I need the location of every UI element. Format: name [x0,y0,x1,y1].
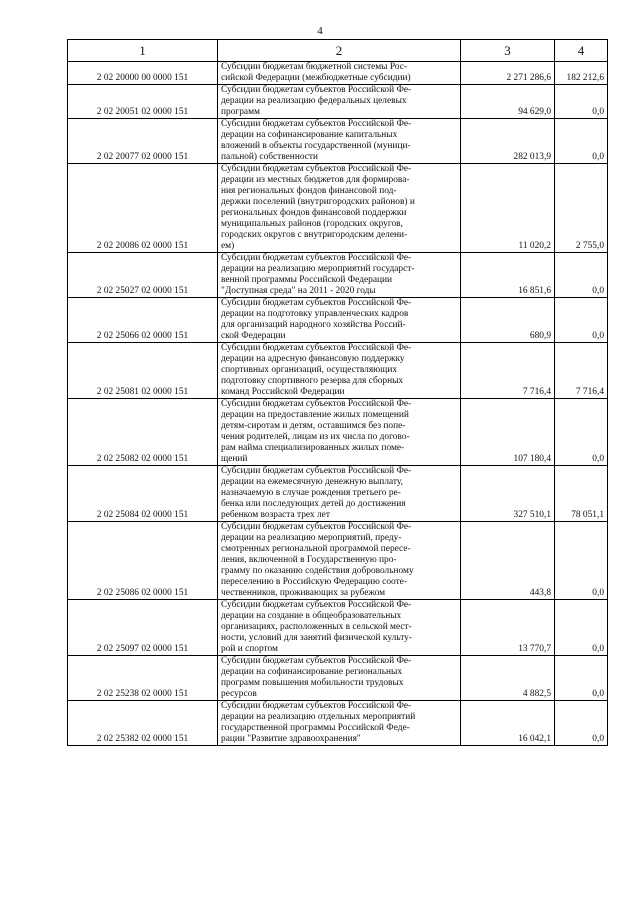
revenue-name-line: детям-сиротам и детям, оставшимся без попе- [221,421,406,431]
revenue-name-line: грамму по оказанию содействия добровольному [221,566,414,576]
revenue-name [218,522,461,600]
table-row [68,701,608,746]
budget-code: 2 02 25066 02 0000 151 [68,298,218,343]
revenue-name [218,85,461,119]
table-row [68,656,608,701]
revenue-name-line: "Доступная среда" на 2011 - 2020 годы [221,286,376,296]
amount-col-4: 182 212,6 [555,62,608,85]
revenue-name-line: держки поселений (внутригородских районов) и [221,197,415,207]
revenue-name-line: рой и спортом [221,644,278,654]
revenue-name-line: ем) [221,241,235,251]
amount-col-3: 13 770,7 [461,600,555,656]
amount-col-3: 2 271 286,6 [461,62,555,85]
table-row [68,399,608,466]
revenue-name-line: программ повышения мобильности трудовых [221,678,404,688]
revenue-name-line: дерации на софинансирование капитальных [221,130,398,140]
amount-col-3: 16 042,1 [461,701,555,746]
amount-col-4: 0,0 [555,119,608,164]
budget-code: 2 02 20086 02 0000 151 [68,164,218,253]
revenue-name-line: организациях, расположенных в сельской мест- [221,622,412,632]
amount-col-4: 0,0 [555,298,608,343]
revenue-name [218,343,461,399]
table-body [68,62,608,746]
revenue-name-line: Субсидии бюджетам субъектов Российской Фе- [221,466,412,476]
revenue-name-line: подготовку спортивного резерва для сборных [221,376,404,386]
revenue-name-line: для организаций народного хозяйства Россий- [221,320,406,330]
header-col-1: 1 [68,40,218,62]
revenue-name-line: дерации на подготовку управленческих кадров [221,309,409,319]
amount-col-4: 0,0 [555,253,608,298]
budget-code: 2 02 25097 02 0000 151 [68,600,218,656]
revenue-name-line: дерации на реализацию отдельных мероприятий [221,712,416,722]
revenue-name-line: дерации на реализацию мероприятий, преду- [221,533,402,543]
revenue-name [218,399,461,466]
revenue-name [218,253,461,298]
budget-code: 2 02 20077 02 0000 151 [68,119,218,164]
revenue-name-line: региональных фондов финансовой поддержки [221,208,407,218]
table-row [68,298,608,343]
page-number: 4 [317,25,323,37]
amount-col-3: 282 013,9 [461,119,555,164]
amount-col-3: 443,8 [461,522,555,600]
revenue-name-line: дерации на адресную финансовую поддержку [221,354,405,364]
revenue-name-line: дерации из местных бюджетов для формирова- [221,175,410,185]
revenue-name-line: Субсидии бюджетам субъектов Российской Фе- [221,600,412,610]
budget-code: 2 02 25086 02 0000 151 [68,522,218,600]
amount-col-3: 107 180,4 [461,399,555,466]
table-row [68,522,608,600]
header-row [68,40,608,62]
amount-col-4: 0,0 [555,701,608,746]
revenue-name-line: ности, условий для занятий физической культу- [221,633,412,643]
revenue-name [218,600,461,656]
revenue-name-line: дерации на реализацию мероприятий государст- [221,264,415,274]
amount-col-3: 16 851,6 [461,253,555,298]
amount-col-4: 0,0 [555,600,608,656]
budget-code: 2 02 20051 02 0000 151 [68,85,218,119]
budget-code: 2 02 25081 02 0000 151 [68,343,218,399]
revenue-name-line: Субсидии бюджетам субъектов Российской Фе- [221,522,412,532]
revenue-name-line: рам найма специализированных жилых поме- [221,443,405,453]
revenue-name-line: Субсидии бюджетам субъектов Российской Фе- [221,298,412,308]
amount-col-4: 2 755,0 [555,164,608,253]
revenue-name-line: Субсидии бюджетам бюджетной системы Рос- [221,62,408,72]
revenue-name-line: чения родителей, лицам из их числа по догово- [221,432,410,442]
table-row [68,62,608,85]
table-row [68,343,608,399]
revenue-name-line: Субсидии бюджетам субъектов Российской Фе- [221,701,412,711]
budget-code: 2 02 25382 02 0000 151 [68,701,218,746]
revenue-name-line: пальной) собственности [221,152,319,162]
revenue-name-line: венной программы Российской Федерации [221,275,393,285]
revenue-name-line: щений [221,454,248,464]
table-row [68,119,608,164]
revenue-name-line: дерации на создание в общеобразовательных [221,611,402,621]
amount-col-3: 11 020,2 [461,164,555,253]
amount-col-4: 78 051,1 [555,466,608,522]
revenue-name [218,466,461,522]
amount-col-3: 4 882,5 [461,656,555,701]
revenue-name-line: муниципальных районов (городских округов, [221,219,403,229]
amount-col-4: 0,0 [555,399,608,466]
revenue-name-line: Субсидии бюджетам субъектов Российской Фе- [221,164,412,174]
amount-col-3: 327 510,1 [461,466,555,522]
amount-col-4: 7 716,4 [555,343,608,399]
revenue-name-line: дерации на предоставление жилых помещений [221,410,409,420]
header-col-4: 4 [555,40,608,62]
revenue-name [218,62,461,85]
amount-col-3: 94 629,0 [461,85,555,119]
budget-table [67,39,608,746]
revenue-name-line: сийской Федерации (межбюджетные субсидии) [221,73,411,83]
table-row [68,164,608,253]
header-col-2: 2 [218,40,461,62]
revenue-name-line: Субсидии бюджетам субъектов Российской Фе- [221,399,412,409]
revenue-name-line: дерации на реализацию федеральных целевых [221,96,407,106]
revenue-name-line: дерации на софинансирование региональных [221,667,403,677]
revenue-name-line: городских округов с внутригородским делени- [221,230,408,240]
amount-col-3: 680,9 [461,298,555,343]
revenue-name-line: государственной программы Российской Феде- [221,723,410,733]
revenue-name-line: спортивных организаций, осуществляющих [221,365,398,375]
revenue-name-line: Субсидии бюджетам субъектов Российской Фе- [221,253,412,263]
budget-code: 2 02 20000 00 0000 151 [68,62,218,85]
revenue-name-line: чественников, проживающих за рубежом [221,588,386,598]
revenue-name-line: команд Российской Федерации [221,387,345,397]
revenue-name-line: ления, включенной в Государственную про- [221,555,397,565]
revenue-name-line: Субсидии бюджетам субъектов Российской Фе- [221,656,412,666]
table-row [68,466,608,522]
amount-col-4: 0,0 [555,522,608,600]
revenue-name-line: вложений в объекты государственной (муници- [221,141,411,151]
revenue-name [218,164,461,253]
revenue-name-line: Субсидии бюджетам субъектов Российской Фе- [221,343,412,353]
budget-code: 2 02 25027 02 0000 151 [68,253,218,298]
amount-col-4: 0,0 [555,656,608,701]
revenue-name [218,119,461,164]
budget-code: 2 02 25084 02 0000 151 [68,466,218,522]
revenue-name-line: дерации на ежемесячную денежную выплату, [221,477,403,487]
header-col-3: 3 [461,40,555,62]
revenue-name-line: рации "Развитие здравоохранения" [221,734,361,744]
revenue-name [218,701,461,746]
amount-col-4: 0,0 [555,85,608,119]
budget-code: 2 02 25238 02 0000 151 [68,656,218,701]
table-row [68,253,608,298]
revenue-name-line: программ [221,107,260,117]
revenue-name-line: смотренных региональной программой пересе- [221,544,411,554]
revenue-name-line: бенка или последующих детей до достижения [221,499,406,509]
revenue-name-line: переселению в Российскую Федерацию сооте- [221,577,407,587]
revenue-name-line: ской Федерации [221,331,286,341]
revenue-name-line: Субсидии бюджетам субъектов Российской Фе- [221,85,412,95]
table-row [68,600,608,656]
revenue-name-line: Субсидии бюджетам субъектов Российской Фе- [221,119,412,129]
amount-col-3: 7 716,4 [461,343,555,399]
revenue-name-line: ребенком возраста трех лет [221,510,330,520]
revenue-name-line: ресурсов [221,689,257,699]
revenue-name [218,656,461,701]
table-row [68,85,608,119]
revenue-name [218,298,461,343]
budget-code: 2 02 25082 02 0000 151 [68,399,218,466]
revenue-name-line: ния региональных фондов финансовой под- [221,186,397,196]
revenue-name-line: назначаемую в случае рождения третьего ре- [221,488,401,498]
